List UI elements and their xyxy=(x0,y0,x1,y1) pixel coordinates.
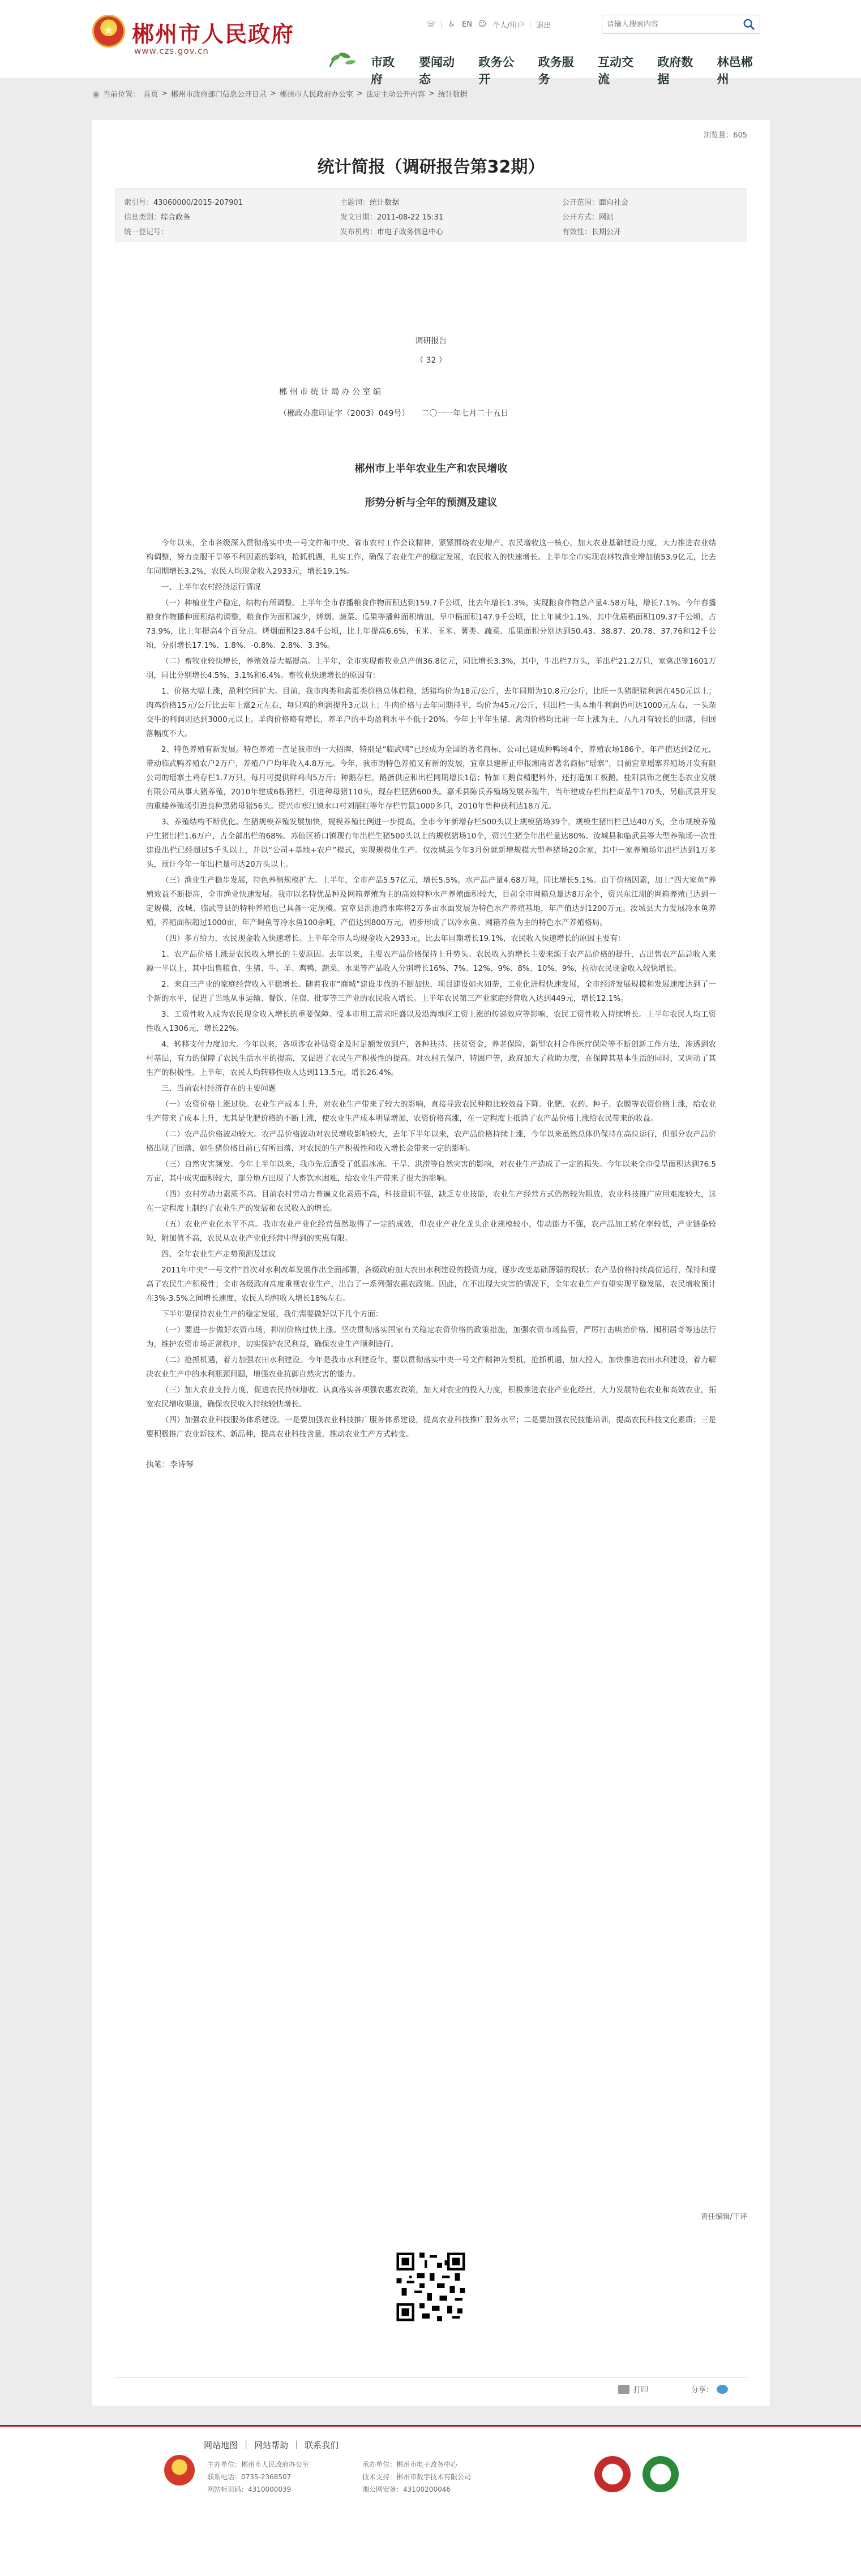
paragraph: 4、转移支付力度加大。今年以来，各项涉农补贴资金及时足额发放到户，各种扶持、扶贫资金，养老保险，新型农村合作医疗保险等不断创新工作方法，渗透到农村基层，有力的保障了农民生活水平的提高，又促进了农民生产积极性的提高。对农村五保户、特困户等，政府加大了救助力度，在保障其基本生活的同时，又调动了其生产的积极性。上半年，农民人均转移性收入达到113.5元，增长26.4%。 xyxy=(146,1040,716,1077)
section-heading: 四、全年农业生产走势预测及建议 xyxy=(161,1250,276,1259)
site-url: www.czs.gov.cn xyxy=(134,46,209,56)
paragraph: 2011年中央“一号文件”首次对水利改革发展作出全面部署，各级政府加大农田水利建设的投资力度，逐步改变基础薄弱的现状；农产品价格持续高位运行，保持和提高了农民生产积极性；全市各级政府高度重视农业生产，出台了一系列强农惠农政策。因此，在不出现大灾害的情况下，全年农业生产有望实现平稳发展，农民增收预计在3%-3.5%之间增长速度，农民人均纯收入增长18%左右。 xyxy=(146,1266,716,1303)
breadcrumb-legal-content[interactable]: 法定主动公开内容 xyxy=(366,91,425,99)
footer-link-help[interactable]: 网站帮助 xyxy=(254,2440,289,2450)
accessibility-badge-icon[interactable] xyxy=(642,2456,679,2492)
meta-method: 网站 xyxy=(599,213,614,222)
author-line: 执笔：李诗琴 xyxy=(146,1460,194,1469)
national-emblem-icon[interactable]: ★ xyxy=(92,15,125,48)
paragraph: 1、价格大幅上涨，盈利空间扩大。目前，我市肉类和禽蛋类价格总体趋稳，活猪均价为18元/公斤，去年同期为10.8元/公斤，比旺一头猪肥猪利润在450元以上；肉鸡价格15元/公斤比去年上涨2元左右，每只鸡的利润提升3元以上；牛肉价格与去年同期持平，均价为45元/公斤，但出栏一头本地牛利润仍可达1000元左右，一头杂交牛的利润则达到3000元以上。羊肉价格略有增长，养羊户的平均盈利水平不低于20%。今年上半年生猪、禽肉价格均比前一年上涨为主，八九月有较长的回落，但回落幅度不大。 xyxy=(146,687,716,738)
breadcrumb-home[interactable]: 首页 xyxy=(143,91,159,99)
nav-item-gov-open[interactable]: 政务公开 xyxy=(478,55,515,86)
share-label: 分享： xyxy=(691,2386,713,2394)
user-icon[interactable]: ☺ xyxy=(478,20,487,29)
meta-category: 综合政务 xyxy=(161,213,191,222)
footer-link-contact[interactable]: 联系我们 xyxy=(305,2440,339,2450)
paragraph: （四）农村劳动力素质不高。目前农村劳动力普遍文化素质不高，科技意识不强，缺乏专业技能，农业生产经营方式仍然较为粗放，农业科技推广应用难度较大，这在一定程度上制约了农业生产的发展和农民收入的增长。 xyxy=(146,1190,716,1213)
decoration-plant-icon xyxy=(324,50,358,69)
nav-item-gov-service[interactable]: 政务服务 xyxy=(538,55,574,86)
nav-item-city-gov[interactable]: 市政府 xyxy=(371,55,395,86)
paragraph: 下半年要保持农业生产的稳定发展，我们需要做好以下几个方面： xyxy=(161,1310,383,1319)
paragraph: （四）多方给力，农民现金收入快速增长。上半年全市人均现金收入2933元，比去年同期增长19.1%，农民收入快速增长的原因主要有： xyxy=(161,934,626,943)
search-input[interactable] xyxy=(607,19,731,30)
footer-nav: 网站地图 | 网站帮助 | 联系我们 xyxy=(204,2439,339,2450)
paragraph: （二）抢抓机遇，着力加强农田水利建设。今年是我市水利建设年，要以贯彻落实中央一号文件精神为契机，抢抓机遇，加大投入，加快推进农田水利建设，着力解决农业生产中的水利瓶颈问题，增强农业抗御自然灾害的能力。 xyxy=(146,1356,716,1379)
paragraph: 今年以来，全市各级深入贯彻落实中央一号文件和中央、省市农村工作会议精神，紧紧围绕农业增产、农民增收这一核心，加大农业基础建设力度，大力推进农业结构调整，努力克服干旱等不利因素的影响，抢抓机遇，扎实工作，确保了农业生产的稳定发展，农民收入的快速增长。上半年全市实现农林牧渔业增加值53.9亿元，比去年同期增长3.2%，农民人均现金收入2933元，增长19.1%。 xyxy=(146,539,716,576)
paragraph: （三）自然灾害频发。今年上半年以来，我市先后遭受了低温冰冻、干旱、洪涝等自然灾害的影响，对农业生产造成了一定的损失。今年以来全市受旱面积达到76.5万亩，其中成灾面积较大，部分地方出现了人畜饮水困难，给农业生产带来了很大的影响。 xyxy=(146,1160,716,1183)
issue-number: （ 32 ） xyxy=(415,356,447,365)
paragraph: （一）种植业生产稳定，结构有所调整。上半年全市春播粮食作物面积达到159.7千公顷，比去年增长1.3%，实现粮食作物总产量4.58万吨，增长7.1%。今年春播粮食作物播种面积结构调整，粮食作为面积减少，烤烟、蔬菜、瓜果等播种面积增加，早中稻面积147.9千公顷，比上年减少1.1%，其中优质稻面积109.37千公顷，占73.9%，比上年提高4个百分点。烤烟面积23.84千公顷，比上年提高6.6%，玉米、玉米、薯类、蔬菜、瓜果面积分别达到50.43、38.87、20.78、37.76和12千公顷，分别增长17.1%、1.8%、-0.8%、2.8%、3.3%。 xyxy=(146,599,716,650)
metadata-table: 索引号：43060000/2015-207901 主题词：统计数据 公开范围：面向社会 信息类别：综合政务 发文日期：2011-08-22 15:31 公开方式：网站 统一登记号： 发布机构：市电子政务信息中心 有效性：长期公开 xyxy=(115,188,747,242)
gov-error-report-badge-icon[interactable] xyxy=(594,2456,631,2492)
paragraph: 2、来自三产业的家庭经营收入平稳增长。随着我市“商城”建设步伐的不断加快，项目建设如火如荼，工业化进程快速发展，全市经济发展规模和发展速度达到了一个新的水平，促进了当地从事运输、餐饮、住宿、批零等三产业的农民收入增长。上半年农民第三产业家庭经营收入达到449元，增长12.1%。 xyxy=(146,980,716,1003)
nav-item-news[interactable]: 要闻动态 xyxy=(419,55,455,86)
meta-publisher: 市电子政务信息中心 xyxy=(377,228,444,236)
nav-item-interaction[interactable]: 互动交流 xyxy=(597,55,633,86)
meta-scope: 面向社会 xyxy=(599,199,629,207)
print-share-bar xyxy=(115,2377,747,2400)
section-heading: 一、上半年农村经济运行情况 xyxy=(161,583,261,592)
section-heading: 三、当前农村经济存在的主要问题 xyxy=(161,1084,276,1093)
report-label: 调研报告 xyxy=(415,337,447,346)
user-link[interactable]: 个人/用户 xyxy=(492,21,525,30)
top-links xyxy=(426,18,551,31)
print-icon[interactable] xyxy=(618,2385,629,2394)
paragraph: （五）农业产业化水平不高。我市农业产业化经营虽然取得了一定的成效，但农业产业化龙头企业规模较小，带动能力不强，农产品加工转化率较低，产业链条较短，附加值不高，农民从农业产业化经营中得到的实惠有限。 xyxy=(146,1220,716,1243)
meta-validity: 长期公开 xyxy=(592,228,622,236)
article-subtitle-2: 形势分析与全年的预测及建议 xyxy=(365,497,498,509)
responsible-editor: 责任编辑/干评 xyxy=(700,2213,747,2221)
nav-item-gov-data[interactable]: 政府数据 xyxy=(657,55,693,86)
meta-index: 43060000/2015-207901 xyxy=(153,199,243,207)
site-header xyxy=(0,0,861,86)
site-footer xyxy=(0,2425,861,2576)
org-line: 郴 州 市 统 计 局 办 公 室 编 xyxy=(279,388,382,397)
article-subtitle-1: 郴州市上半年农业生产和农民增收 xyxy=(354,463,508,475)
breadcrumb: ◉ 当前位置： 首页 > 郴州市政府部门信息公开目录 > 郴州市人民政府办公室 > 法定主动公开内容 > 统计数据 xyxy=(92,88,468,99)
article-body xyxy=(146,256,716,1470)
breadcrumb-stats[interactable]: 统计数据 xyxy=(438,91,468,99)
footer-info-right: 承办单位：郴州市电子政务中心 技术支持：郴州市数字技术有限公司 湘公网安备：43100200046 xyxy=(362,2461,472,2493)
accessibility-icon[interactable]: ♿ xyxy=(448,20,456,29)
main-nav xyxy=(364,53,770,87)
article-container xyxy=(92,120,770,2406)
print-button[interactable]: 打印 xyxy=(633,2386,648,2394)
share-icon[interactable] xyxy=(717,2385,728,2394)
nav-item-linyi-chenzhou[interactable]: 林邑郴州 xyxy=(717,55,753,86)
qr-code-icon xyxy=(394,2250,468,2324)
footer-link-sitemap[interactable]: 网站地图 xyxy=(204,2440,238,2450)
paragraph: （二）农产品价格波动较大。农产品价格波动对农民增收影响较大，去年下半年以来，农产品价格持续上涨，今年以来虽然总体仍保持在高位运行，但部分农产品价格出现了回落，如生猪价格目前已有所回落，对农民的生产积极性和收入增长会带来一定的影响。 xyxy=(146,1130,716,1153)
meta-keywords: 统计数据 xyxy=(370,199,400,207)
paragraph: （四）加强农业科技服务体系建设。一是要加强农业科技推广服务体系建设，提高农业科技推广服务水平；二是要加强农民技能培训，提高农民科技文化素质；三是要积极推广农业新技术、新品种，提高农业科技含量，推动农业生产方式转变。 xyxy=(146,1416,716,1439)
breadcrumb-office[interactable]: 郴州市人民政府办公室 xyxy=(279,91,353,99)
paragraph: （三）加大农业支持力度，促进农民持续增收。认真落实各项强农惠农政策，加大对农业的投入力度，积极推进农业产业化经营，大力发展特色农业和高效农业，拓宽农民增收渠道，确保农民收入持续较快增长。 xyxy=(146,1386,716,1409)
paragraph: 3、工资性收入成为农民现金收入增长的重要保障。受本市用工需求旺盛以及沿海地区工资上涨的传递效应等影响，农民工资性收入持续增长。上半年农民人均工资性收入1306元，增长22%。 xyxy=(146,1010,716,1033)
breadcrumb-label: 当前位置： xyxy=(103,91,140,99)
date-line: （郴政办准印证字（2003）049号） 二〇一一年七月二十五日 xyxy=(279,409,509,418)
search-box xyxy=(602,15,760,34)
lang-en-link[interactable]: EN xyxy=(462,20,472,29)
paragraph: 3、养殖结构不断优化。生猪规模养殖发展加快，规模养殖比例进一步提高。全市今年新增存栏500头以上规模猪场39个，规模生猪出栏已达40万头，全市规模养殖户生猪出栏1.6万户，占全部出栏的68%。苏仙区桥口镇现有年出栏生猪500头以上的规模猪场10个，资兴生猪全年出栏量达80%。汝城县和临武县等大型养殖场一次性建设出栏已经超过5千头以上，并以“公司+基地+农户”模式，实现规模化生产。仅汝城县今年3月份就新增规模大型养猪场20余家，其中一家养殖场年出栏达到1万多头，预计今年一年出栏量可达20万头以上。 xyxy=(146,818,716,869)
location-pin-icon: ◉ xyxy=(92,88,100,99)
breadcrumb-catalog[interactable]: 郴州市政府部门信息公开目录 xyxy=(171,91,267,99)
paragraph: （一）要进一步做好农资市场，抑制价格过快上涨。坚决贯彻落实国家有关稳定农资价格的政策措施，加强农资市场监管，严厉打击哄抬价格、囤积居奇等违法行为，维护农资市场正常秩序，切实保护农民利益，确保农业生产顺利进行。 xyxy=(146,1326,716,1349)
logout-link[interactable]: 退出 xyxy=(536,21,551,30)
paragraph: 1、农产品价格上涨是农民收入增长的主要原因。去年以来，主要农产品价格保持上升势头。农民收入的增长主要来源于农产品价格的提升，占出售农产品总收入来源一半以上，其中出售粮食、生猪、牛、羊、鸡鸭、蔬菜、水果等产品收入分别增长16%、7%、12%、9%、8%、10%、9%，拉动农民现金收入较快增长。 xyxy=(146,950,716,973)
meta-date: 2011-08-22 15:31 xyxy=(377,213,444,222)
paragraph: （一）农资价格上涨过快。农业生产成本上升，对农业生产带来了较大的影响，直接导致农民种粮比较效益下降。化肥、农药、种子、农膜等农资价格上涨，给农业生产带来了成本上升，尤其是化肥价格的不断上涨，使农业生产成本明显增加，农资价格高涨，在一定程度上抵消了农产品价格上涨给农民带来的收益。 xyxy=(146,1100,716,1123)
page-title: 统计简报（调研报告第32期） xyxy=(317,157,545,177)
footer-info-left: 主办单位：郴州市人民政府办公室 联系电话：0735-2368507 网站标识码：4310000039 xyxy=(207,2461,310,2493)
footer-emblem-icon xyxy=(164,2455,195,2485)
paragraph: 2、特色养殖有新发展。特色养殖一直是我市的一大招牌，特别是“临武鸭”已经成为全国的著名商标，公司已建成种鸭场4个，养殖农场186个，年产值达到2亿元，带动临武鸭养殖农户2万户，养殖户户均年收入4.8万元。今年，我市的特色养殖又有新的发展，宜章县建新正申报湘南省著名商标“瑶寨”，目前宜章瑶寨养殖场开发有限公司的瑶寨土鸡存栏1.7万只，每月可提供鲜鸡肉5万斤；种鹅存栏，鹅蛋供应和出栏同期增长1倍；特加工鹅食精肥料外，还打造加工板鹅。桂阳县饰之便生态农业发展有限公司从事大猪养殖，2010年建成6栋猪栏，引进种母猪110头，现存栏肥猪600头。嘉禾县陈氏养殖场发展养殖牛，当年建成存栏出栏商品牛170头，另临武县开发的重楼养殖场引进良种黑猪母猪56头。资兴市寒江镇水口村刘丽红等年存栏竹鼠1000多只，2010年售种获利达18万元。 xyxy=(146,745,716,811)
paragraph: （二）畜牧业较快增长，养殖效益大幅提高。上半年，全市实现畜牧业总产值36.8亿元，同比增长3.3%，其中，牛出栏7万头，羊出栏21.2万只，家禽出笼1601万羽，同比分别增长4.5%、3.1%和6.4%。畜牧业快速增长的原因有： xyxy=(146,657,716,680)
view-count: 浏览量：605 xyxy=(704,131,747,140)
search-icon[interactable] xyxy=(743,18,755,31)
paragraph: （三）渔业生产稳步发展，特色养殖规模扩大。上半年，全市产品5.57亿元，增长5.5%，水产品产量4.68万吨，同比增长5.1%。由于价格因素，加上“四大家鱼”养殖效益不断提高，全市渔业快速发展。我市以名特优品种及网箱养殖为主的高效特种水产养殖面积较大，目前全市网箱总量达8万余个，资兴东江湖的网箱养殖已达到一定规模，汝城、临武等县的特种养殖也已具备一定规模。宜章县洪池湾水库将2万多亩水面发展为特色水产养殖基地，年产值达到1200万元。汝城县大力发展冷水鱼养殖，养殖面积超过1000亩，年产鲟鱼等冷水鱼100余吨，产值达到800万元，初步形成了以冷水鱼、网箱养鱼为主的特色水产养殖格局。 xyxy=(146,876,716,927)
site-title[interactable]: 郴州市人民政府 xyxy=(132,21,295,48)
phone-icon[interactable]: ☏ xyxy=(426,20,436,29)
